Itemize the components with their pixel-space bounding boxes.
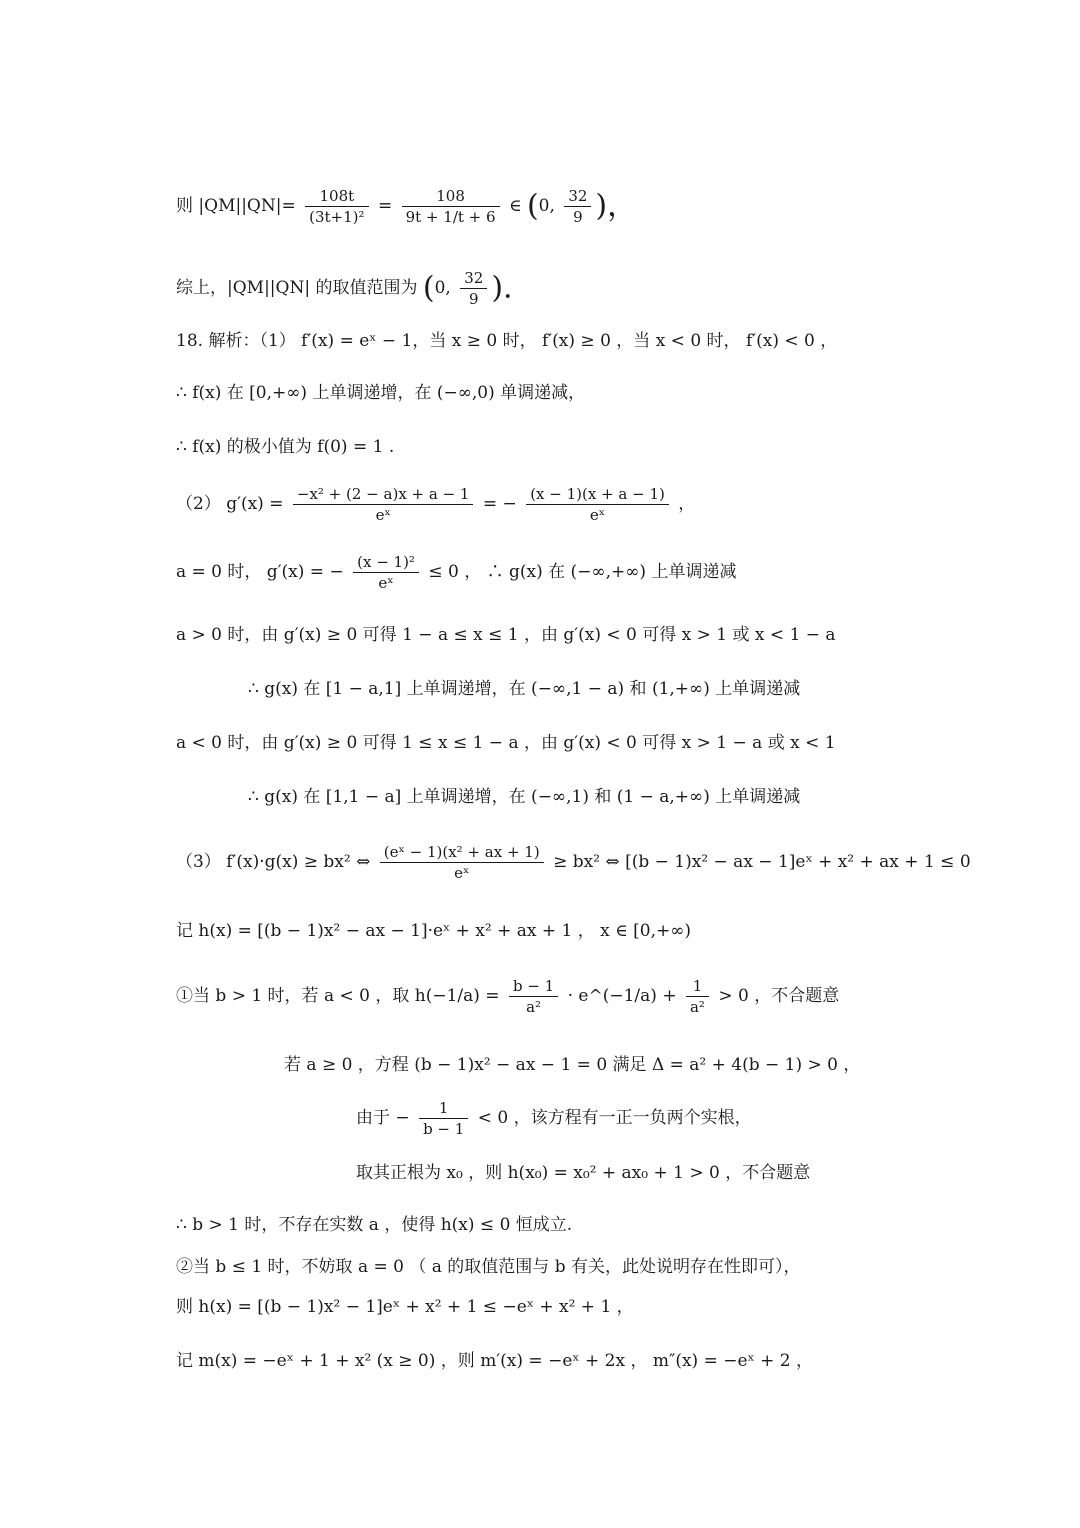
numerator: b − 1 <box>509 976 558 997</box>
line-qm-qn-formula <box>176 186 637 227</box>
text: （2） g′(x) = <box>176 494 284 514</box>
line-define-m: 记 m(x) = −eˣ + 1 + x² (x ≥ 0) ，则 m′(x) = −eˣ + 2x ， m″(x) = −eˣ + 2 ， <box>176 1351 814 1371</box>
numerator: (eˣ − 1)(x² + ax + 1) <box>380 842 544 863</box>
line-a-nonnegative: 若 a ≥ 0 ，方程 (b − 1)x² − ax − 1 = 0 满足 Δ = a² + 4(b − 1) > 0 ， <box>284 1055 861 1075</box>
line-h-bound: 则 h(x) = [(b − 1)x² − 1]eˣ + x² + 1 ≤ −eˣ + x² + 1 ， <box>176 1297 634 1317</box>
text: a = 0 时， g′(x) = − <box>176 562 344 582</box>
fraction <box>509 976 558 1017</box>
numerator: 32 <box>460 268 487 289</box>
line-part2-derivative <box>176 484 695 525</box>
open-paren: ( <box>422 270 435 306</box>
fraction <box>305 186 368 227</box>
fraction <box>293 484 474 525</box>
fraction <box>419 1098 468 1139</box>
line-case-a-positive-conclusion: ∴ g(x) 在 [1 − a,1] 上单调递增，在 (−∞,1 − a) 和 (1,+∞) 上单调递减 <box>248 679 801 699</box>
numerator: −x² + (2 − a)x + a − 1 <box>293 484 474 505</box>
element-of: ∈ <box>508 196 522 216</box>
text: < 0 ，该方程有一正一负两个实根， <box>477 1108 752 1128</box>
numerator: 1 <box>419 1098 468 1119</box>
text: = − <box>482 494 517 514</box>
fraction <box>380 842 544 883</box>
text: ①当 b > 1 时，若 a < 0 ，取 h(−1/a) = <box>176 986 500 1006</box>
text: 由于 − <box>356 1108 410 1128</box>
fraction <box>564 186 591 227</box>
denominator: eˣ <box>378 574 394 592</box>
line-conclusion-b-gt-1: ∴ b > 1 时，不存在实数 a ，使得 h(x) ≤ 0 恒成立. <box>176 1215 573 1235</box>
fraction <box>402 186 500 227</box>
line-case-a-negative-conclusion: ∴ g(x) 在 [1,1 − a] 上单调递增，在 (−∞,1) 和 (1 − a,+∞) 上单调递减 <box>248 787 801 807</box>
denominator: eˣ <box>454 864 470 882</box>
line-case-a-negative: a < 0 时，由 g′(x) ≥ 0 可得 1 ≤ x ≤ 1 − a ，由 g′(x) < 0 可得 x > 1 − a 或 x < 1 <box>176 733 836 753</box>
denominator: a² <box>526 998 542 1016</box>
denominator: 9 <box>469 290 479 308</box>
line-case-a-positive: a > 0 时，由 g′(x) ≥ 0 可得 1 − a ≤ x ≤ 1 ，由 g′(x) < 0 可得 x > 1 或 x < 1 − a <box>176 625 836 645</box>
line-case-a-zero <box>176 552 736 593</box>
denominator: b − 1 <box>423 1120 465 1138</box>
interval-left: 0, <box>434 278 451 298</box>
line-monotonicity: ∴ f(x) 在 [0,+∞) 上单调递增，在 (−∞,0) 单调递减， <box>176 383 586 403</box>
denominator: eˣ <box>375 506 391 524</box>
denominator: 9t + 1/t + 6 <box>405 208 496 226</box>
numerator: 1 <box>686 976 709 997</box>
interval-left: 0, <box>538 196 555 216</box>
denominator: 9 <box>573 208 583 226</box>
numerator: (x − 1)(x + a − 1) <box>526 484 669 505</box>
text: · e^(−1/a) + <box>567 986 677 1006</box>
fraction <box>686 976 709 1017</box>
text: 综上，|QM||QN| 的取值范围为 <box>176 278 418 298</box>
denominator: (3t+1)² <box>309 208 365 226</box>
line-case-b-gt-1 <box>176 976 839 1017</box>
line-q18-part1: 18. 解析：（1） f′(x) = eˣ − 1，当 x ≥ 0 时， f′(x) ≥ 0 ，当 x < 0 时， f′(x) < 0 ， <box>176 331 838 351</box>
denominator: a² <box>689 998 705 1016</box>
numerator: 32 <box>564 186 591 207</box>
line-roots-sign <box>356 1098 752 1139</box>
equals: = <box>377 196 393 216</box>
numerator: 108t <box>305 186 368 207</box>
line-define-h: 记 h(x) = [(b − 1)x² − ax − 1]·eˣ + x² + ax + 1 ， x ∈ [0,+∞) <box>176 921 692 941</box>
line-positive-root: 取其正根为 x₀ ，则 h(x₀) = x₀² + ax₀ + 1 > 0 ，不合题意 <box>356 1163 811 1183</box>
text: （3） f′(x)·g(x) ≥ bx² ⇔ <box>176 852 371 872</box>
numerator: (x − 1)² <box>353 552 419 573</box>
fraction <box>353 552 419 593</box>
line-summary-range <box>176 268 513 309</box>
fraction <box>526 484 669 525</box>
line-case-b-le-1: ②当 b ≤ 1 时，不妨取 a = 0 （ a 的取值范围与 b 有关，此处说明存在性即可）， <box>176 1257 801 1277</box>
text: ≥ bx² ⇔ [(b − 1)x² − ax − 1]eˣ + x² + ax + 1 ≤ 0 <box>553 852 971 872</box>
open-paren: ( <box>526 188 539 224</box>
text: 则 |QM||QN|= <box>176 196 296 216</box>
fraction <box>460 268 487 309</box>
numerator: 108 <box>402 186 500 207</box>
denominator: eˣ <box>589 506 606 524</box>
line-part3-equivalence <box>176 842 971 883</box>
text: ， <box>678 494 696 514</box>
text: > 0 ，不合题意 <box>718 986 840 1006</box>
interval-close: ). <box>491 270 513 306</box>
line-minimum-value: ∴ f(x) 的极小值为 f(0) = 1 . <box>176 437 395 457</box>
text: ≤ 0 ， ∴ g(x) 在 (−∞,+∞) 上单调递减 <box>428 562 737 582</box>
interval-close: )， <box>595 188 638 224</box>
